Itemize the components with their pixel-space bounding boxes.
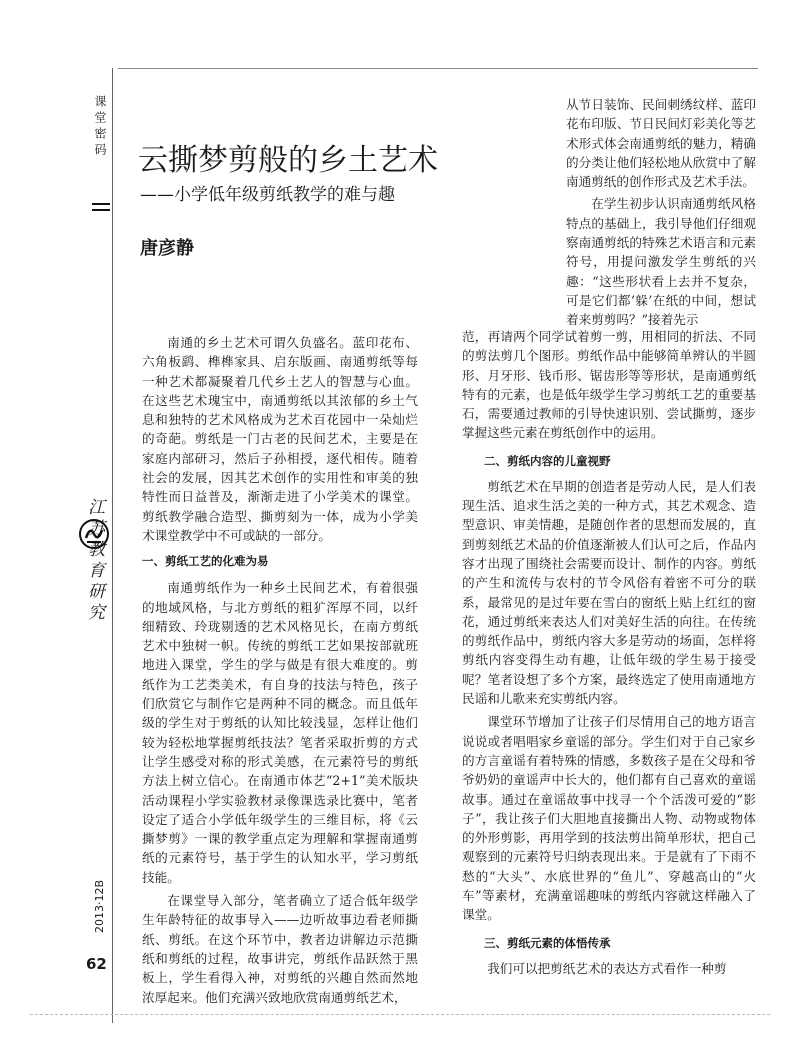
article-subtitle: ——小学低年级剪纸教学的难与趣 — [140, 185, 395, 205]
journal-title: 江苏教育研究 — [84, 498, 104, 624]
section-heading-3: 三、剪纸元素的体悟传承 — [484, 935, 611, 950]
paragraph: 在学生初步认识南通剪纸风格特点的基础上，我引导他们仔细观察南通剪纸的特殊艺术语言和元素符号，用提问激发学生剪纸的兴趣：“这些形状看上去并不复杂，可是它们都‘躲’在纸的中间，想试着来剪剪吗？”接着先示 — [566, 196, 756, 328]
paragraph-continuation: 从节日装饰、民间刺绣纹样、蓝印花布印版、节日民间灯彩美化等艺术形式体会南通剪纸的魅力，精确的分类让他们轻松地从欣赏中了解南通剪纸的创作形式及艺术手法。 — [566, 97, 756, 190]
section-heading-2: 二、剪纸内容的儿童视野 — [484, 453, 611, 468]
issue-label: 2013·12B — [93, 880, 106, 934]
column-right-top — [566, 95, 756, 330]
journal-logo-icon — [78, 518, 110, 550]
paragraph: 在课堂导入部分，笔者确立了适合低年级学生年龄特征的故事导入——边听故事边看老师撕纸、剪纸。在这个环节中，教者边讲解边示范撕纸和剪纸的过程，故事讲完，剪纸作品跃然于黑板上，学生看得入神，对剪纸的兴趣自然而然地浓厚起来。他们充满兴致地欣赏南通剪纸艺术， — [142, 893, 418, 1005]
paragraph: 我们可以把剪纸艺术的表达方式看作一种剪 — [487, 960, 727, 976]
paragraph: 剪纸艺术在早期的创造者是劳动人民，是人们表现生活、追求生活之美的一种方式，其艺术观念、造型意识、审美情趣，是随创作者的思想而发展的，直到剪刻纸艺术品的价值逐渐被人们认可之后，作品内容才出现了围绕社会需要而设计、制作的内容。剪纸的产生和流传与农村的节令风俗有着密不可分的联系，最常见的是过年要在雪白的窗纸上贴上红红的窗花，通过剪纸来表达人们对美好生活的向往。在传统的剪纸作品中，剪纸内容大多是劳动的场面，怎样将剪纸内容变得生动有趣，让低年级的学生易于接受呢？笔者设想了多个方案，最终选定了使用南通地方民谣和儿歌来充实剪纸内容。 — [462, 478, 756, 707]
section-heading-1: 一、剪纸工艺的化难为易 — [142, 554, 269, 569]
paragraph: 课堂环节增加了让孩子们尽情用自己的地方语言说说或者唱唱家乡童谣的部分。学生们对于自己家乡的方言童谣有着特殊的情感，多数孩子是在父母和爷爷奶奶的童谣声中长大的，他们都有自己喜欢的童谣故事。通过在童谣故事中找寻一个个活泼可爱的“影子”，我让孩子们大胆地直接撕出人物、动物或物体的外形剪影，再用学到的技法剪出简单形状，把自己观察到的元素符号归纳表现出来。于是就有了下雨不愁的“大头”、水底世界的“鱼儿”、穿越高山的“火车”等素材，充满童谣趣味的剪纸内容就这样融入了课堂。 — [462, 714, 756, 923]
column-left — [142, 333, 418, 1007]
top-rule — [118, 68, 758, 69]
paragraph: 南通剪纸作为一种乡土民间艺术，有着很强的地域风格，与北方剪纸的粗犷浑厚不同，以纤细精致、玲珑剔透的艺术风格见长，在南方剪纸艺术中独树一帜。传统的剪纸工艺如果按部就班地进入课堂，学生的学与做是有很大难度的。剪纸作为工艺类美术，有自身的技法与特色，孩子们欣赏它与制作它是两种不同的概念。而且低年级的学生对于剪纸的认知比较浅显，怎样让他们较为轻松地掌握剪纸技法？笔者采取折剪的方式让学生感受对称的形式美感，在元素符号的剪纸方法上树立信心。在南通市体艺“2+1”美术版块活动课程小学实验教材录像课选录比赛中，笔者设定了适合小学低年级学生的三维目标，将《云撕梦剪》一课的教学重点定为理解和掌握南通剪纸的元素符号，基于学生的认知水平，学习剪纸技能。 — [142, 580, 418, 885]
column-label: 课堂密码 — [93, 95, 107, 159]
paragraph-continuation: 范，再请两个同学试着剪一剪，用相同的折法、不同的剪法剪几个图形。剪纸作品中能够简单辨认的半圆形、月牙形、钱币形、锯齿形等等形状，是南通剪纸特有的元素，也是低年级学生学习剪纸工艺的重要基石，需要通过教师的引导快速识别、尝试撕剪，逐步掌握这些元素在剪纸创作中的运用。 — [462, 329, 756, 441]
article-title: 云撕梦剪般的乡土艺术 — [138, 143, 438, 178]
page-number: 62 — [86, 955, 107, 973]
left-margin-rule — [112, 68, 113, 1023]
bottom-rule — [30, 1014, 770, 1015]
column-bracket-icon — [92, 203, 110, 211]
intro-paragraph: 南通的乡土艺术可谓久负盛名。蓝印花布、六角板鹞、榫榫家具、启东版画、南通剪纸等每一种艺术都凝聚着几代乡土艺人的智慧与心血。在这些艺术瑰宝中，南通剪纸以其浓郁的乡土气息和独特的艺术风格成为艺术百花园中一朵灿烂的奇葩。剪纸是一门古老的民间艺术，主要是在家庭内部研习，然后子孙相授，逐代相传。随着社会的发展，因其艺术创作的实用性和审美的独特性而日益普及，渐渐走进了小学美术的课堂。剪纸教学融合造型、撕剪刻为一体，成为小学美术课堂教学中不可或缺的一部分。 — [142, 335, 418, 543]
author-name: 唐彦静 — [140, 238, 194, 259]
column-right — [462, 327, 756, 978]
